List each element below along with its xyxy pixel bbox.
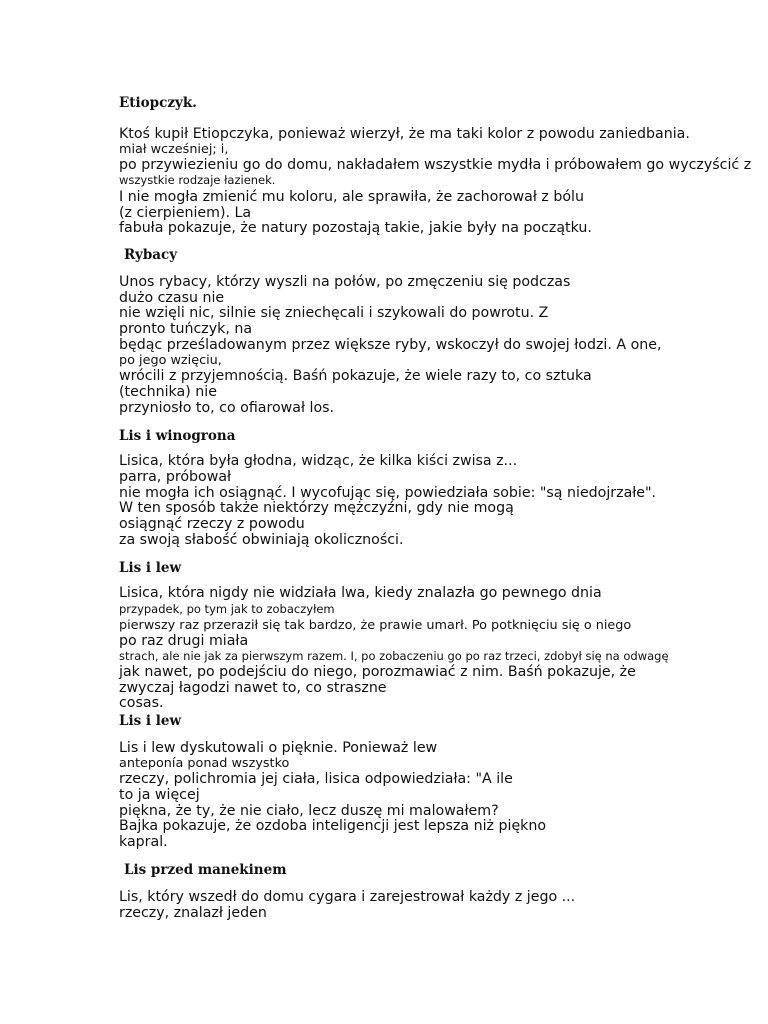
fable-text-line: po przywiezieniu go do domu, nakładałem wszystkie mydła i próbowałem go wyczyścić z xyxy=(119,157,752,173)
fable-text-line: po raz drugi miała xyxy=(119,633,249,649)
fable-text-line: parra, próbował xyxy=(119,469,232,485)
fable-text-line: strach, ale nie jak za pierwszym razem. I, po zobaczeniu go po raz trzeci, zdobył się na odwagę xyxy=(119,649,669,663)
fable-text-line: dużo czasu nie xyxy=(119,290,225,306)
fable-text-line: to ja więcej xyxy=(119,787,200,803)
fable-text-line: nie wzięli nic, silnie się zniechęcali i szykowali do powrotu. Z xyxy=(119,305,549,321)
fable-title: Etiopczyk. xyxy=(119,95,197,111)
fable-text-line: kapral. xyxy=(119,834,168,850)
fable-text-line: (z cierpieniem). La xyxy=(119,205,252,221)
fable-text-line: rzeczy, znalazł jeden xyxy=(119,905,267,921)
fable-text-line: nie mogła ich osiągnąć. I wycofując się, powiedziała sobie: "są niedojrzałe". xyxy=(119,485,657,501)
fable-text-line: po jego wzięciu, xyxy=(119,353,222,368)
fable-text-line: piękna, że ty, że nie ciało, lecz duszę mi malowałem? xyxy=(119,803,499,819)
fable-text-line: wrócili z przyjemnością. Baśń pokazuje, że wiele razy to, co sztuka xyxy=(119,368,592,384)
fable-text-line: Lis, który wszedł do domu cygara i zarejestrował każdy z jego ... xyxy=(119,889,576,905)
fable-text-line: cosas. xyxy=(119,695,164,711)
fable-text-line: Lisica, która nigdy nie widziała lwa, kiedy znalazła go pewnego dnia xyxy=(119,585,602,601)
fable-title: Lis i winogrona xyxy=(119,428,236,444)
fable-text-line: fabuła pokazuje, że natury pozostają takie, jakie były na początku. xyxy=(119,220,592,236)
fable-text-line: W ten sposób także niektórzy mężczyźni, gdy nie mogą xyxy=(119,500,514,516)
fable-text-line: Ktoś kupił Etiopczyka, ponieważ wierzył, że ma taki kolor z powodu zaniedbania. xyxy=(119,126,690,142)
fable-text-line: jak nawet, po podejściu do niego, porozmawiać z nim. Baśń pokazuje, że xyxy=(119,664,636,680)
fable-title: Rybacy xyxy=(124,247,178,263)
fable-text-line: (technika) nie xyxy=(119,384,217,400)
fable-text-line: Bajka pokazuje, że ozdoba inteligencji jest lepsza niż piękno xyxy=(119,818,547,834)
fable-text-line: pierwszy raz przeraził się tak bardzo, że prawie umarł. Po potknięciu się o niego xyxy=(119,618,632,633)
fable-text-line: osiągnąć rzeczy z powodu xyxy=(119,516,305,532)
fable-title: Lis i lew xyxy=(119,713,182,729)
fable-text-line: będąc prześladowanym przez większe ryby, wskoczył do swojej łodzi. A one, xyxy=(119,337,662,353)
fable-text-line: Lisica, która była głodna, widząc, że kilka kiści zwisa z... xyxy=(119,453,518,469)
fable-text-line: przypadek, po tym jak to zobaczyłem xyxy=(119,602,335,616)
fable-text-line: anteponía ponad wszystko xyxy=(119,756,290,771)
fable-text-line: Unos rybacy, którzy wyszli na połów, po zmęczeniu się podczas xyxy=(119,274,571,290)
fable-text-line: zwyczaj łagodzi nawet to, co straszne xyxy=(119,680,387,696)
fable-text-line: I nie mogła zmienić mu koloru, ale sprawiła, że zachorował z bólu xyxy=(119,189,584,205)
fable-text-line: Lis i lew dyskutowali o pięknie. Ponieważ lew xyxy=(119,740,438,756)
fable-title: Lis przed manekinem xyxy=(124,862,287,878)
fable-text-line: za swoją słabość obwiniają okoliczności. xyxy=(119,532,404,548)
fable-text-line: rzeczy, polichromia jej ciała, lisica odpowiedziała: "A ile xyxy=(119,771,513,787)
fable-text-line: wszystkie rodzaje łazienek. xyxy=(119,173,276,187)
fable-text-line: pronto tuńczyk, na xyxy=(119,321,253,337)
fable-text-line: miał wcześniej; i, xyxy=(119,142,229,157)
fable-text-line: przyniosło to, co ofiarował los. xyxy=(119,400,335,416)
fable-title: Lis i lew xyxy=(119,560,182,576)
